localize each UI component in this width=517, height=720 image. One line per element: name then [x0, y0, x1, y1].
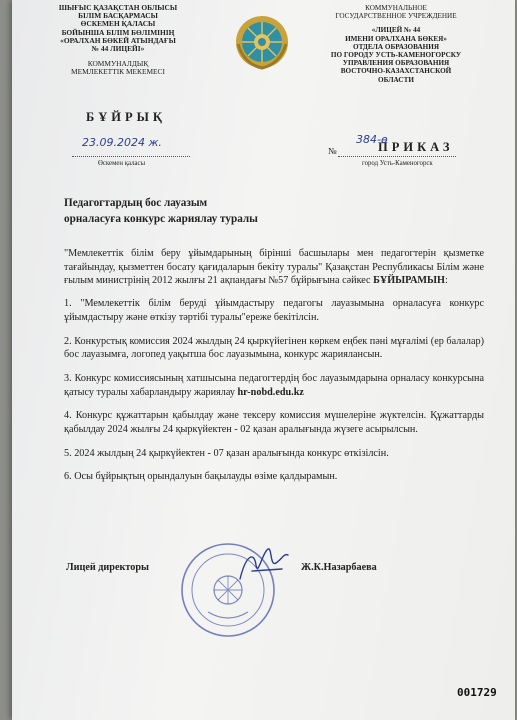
signature-title: Лицей директоры: [66, 562, 149, 573]
subject-line: орналасуға конкурс жариялау туралы: [64, 213, 258, 225]
header-ru-top-line: КОММУНАЛЬНОЕ: [365, 4, 427, 12]
signature-scribble: [232, 545, 292, 585]
header-kz-sub-line: МЕМЛЕКЕТТІК МЕКЕМЕСІ: [71, 67, 165, 77]
date-line: [72, 148, 190, 157]
header-ru-line: ВОСТОЧНО-КАЗАХСТАНСКОЙ ОБЛАСТИ: [340, 67, 452, 84]
order-body: [64, 247, 484, 494]
state-emblem-icon: [234, 14, 290, 70]
header-ru-block: [322, 26, 470, 83]
date-handwritten: 23.09.2024 ж.: [82, 136, 162, 149]
header-ru: [322, 4, 470, 84]
document-page: [12, 0, 515, 720]
order-subject: [64, 195, 258, 227]
number-sign: №: [328, 146, 337, 156]
paragraph-3: [64, 372, 484, 399]
paragraph-5: 5. 2024 жылдың 24 қыркүйектен - 07 қазан аралығында конкурс өткізілсін.: [64, 447, 389, 459]
header-kz: [48, 4, 188, 77]
paragraph-3-link: hr-nobd.edu.kz: [237, 386, 304, 398]
paragraph-3-text: 3. Конкурс комиссиясының хатшысына педагогтердің бос лауазымдарына орналасу конкурсына қатысу туралы хабарландыру жариялау: [64, 372, 484, 398]
paragraph-2: 2. Конкурстық комиссия 2024 жылдың 24 қыркүйегінен көркем еңбек пәні мұғалімі (ер балалар) бос лауазымға, логопед уақытша бос лауазымына, конкурс жариялансын.: [64, 335, 484, 361]
paragraph-4: 4. Конкурс құжаттарын қабылдау және тексеру комиссия мүшелеріне жүктелсін. Құжаттарды қабылдау 2024 жылғы 24 қыркүйектен - 02 қазан аралығында жүзеге асырылсын.: [64, 410, 484, 436]
header-kz-line: № 44 ЛИЦЕЙІ»: [91, 44, 145, 54]
intro-paragraph: [64, 247, 484, 288]
doc-title-ru: ПРИКАЗ: [378, 140, 454, 154]
header-kz-sub: [48, 60, 188, 76]
header-ru-top-line: ГОСУДАРСТВЕННОЕ УЧРЕЖДЕНИЕ: [335, 12, 457, 21]
number-line: [338, 148, 456, 157]
header-kz-sub-line: КОММУНАЛДЫҚ: [87, 59, 149, 69]
header-ru-line: ИМЕНИ ОРАЛХАНА БӨКЕЯ»: [345, 34, 447, 43]
number-handwritten: 384-ө: [356, 133, 388, 146]
header-kz-line: БОЙЫНША БІЛІМ БӨЛІМІНІҢ: [61, 27, 175, 37]
serial-number: 001729: [457, 686, 497, 699]
header-ru-line: «ЛИЦЕЙ № 44: [371, 26, 421, 35]
doc-title-kz: БҰЙРЫҚ: [86, 110, 166, 124]
paragraph-6: 6. Осы бұйрықтың орындалуын бақылауды өзіме қалдырамын.: [64, 471, 338, 483]
header-kz-line: ӨСКЕМЕН ҚАЛАСЫ: [80, 19, 156, 29]
intro-bold: БҰЙЫРАМЫН: [373, 275, 445, 287]
header-ru-line: ОТДЕЛА ОБРАЗОВАНИЯ: [352, 42, 440, 51]
city-kz: Өскемен қаласы: [98, 160, 146, 167]
intro-end: :: [444, 275, 448, 287]
header-kz-line: «ОРАЛХАН БӨКЕЙ АТЫНДАҒЫ: [60, 35, 176, 45]
city-ru: город Усть-Каменогорск: [362, 160, 433, 167]
header-kz-line: ШЫҒЫС ҚАЗАҚСТАН ОБЛЫСЫ: [58, 3, 178, 12]
header-ru-line: ПО ГОРОДУ УСТЬ-КАМЕНОГОРСКУ: [330, 51, 462, 60]
intro-text: "Мемлекеттік білім беру ұйымдарының бірінші басшылары мен педагогтерін қызметке тағайындау, қызметтен босату қағидаларын бекіту туралы" Қазақстан Республикасы Білім және ғылым министрінің 2012 жылғы 21 ақпандағы №57 бұйрығына сәйкес: [64, 248, 484, 287]
subject-line: Педагогтардың бос лауазым: [64, 197, 208, 209]
signature-name: Ж.К.Назарбаева: [301, 562, 377, 573]
paragraph-1: 1. "Мемлекеттік білім беруді ұйымдастыру педагогы лауазымына орналасуға конкурс ұйымдастыру және өткізу тәртібі туралы"ереже бекітілсін.: [64, 298, 484, 323]
header-ru-line: УПРАВЛЕНИЯ ОБРАЗОВАНИЯ: [342, 59, 450, 68]
header-kz-line: БІЛІМ БАСҚАРМАСЫ: [78, 11, 158, 21]
